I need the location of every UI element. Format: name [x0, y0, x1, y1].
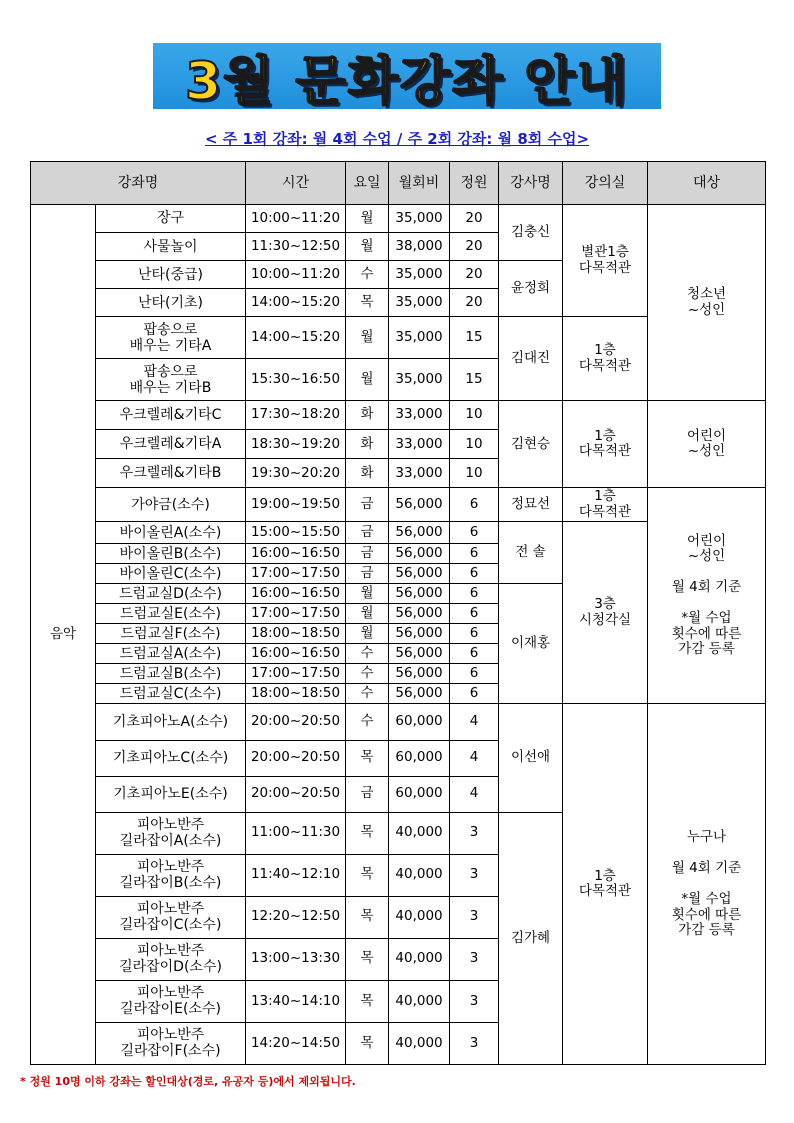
subtitle: < 주 1회 강좌: 월 4회 수업 / 주 2회 강좌: 월 8회 수업>	[204, 130, 590, 148]
course-time: 15:00~15:50	[246, 522, 346, 544]
course-capacity: 20	[450, 205, 499, 233]
course-day: 수	[346, 644, 389, 664]
instructor-cell: 전 솔	[499, 522, 563, 584]
course-capacity: 20	[450, 289, 499, 317]
course-name: 피아노반주 길라잡이F(소수)	[96, 1022, 246, 1064]
course-name: 피아노반주 길라잡이C(소수)	[96, 896, 246, 938]
header-course: 강좌명	[31, 162, 246, 205]
course-time: 14:20~14:50	[246, 1022, 346, 1064]
course-time: 17:00~17:50	[246, 664, 346, 684]
course-capacity: 6	[450, 684, 499, 704]
course-capacity: 3	[450, 938, 499, 980]
table-row	[31, 205, 766, 233]
course-time: 12:20~12:50	[246, 896, 346, 938]
course-capacity: 4	[450, 704, 499, 740]
course-fee: 56,000	[389, 604, 450, 624]
course-time: 16:00~16:50	[246, 584, 346, 604]
course-day: 월	[346, 359, 389, 401]
header-room: 강의실	[563, 162, 648, 205]
course-day: 월	[346, 624, 389, 644]
instructor-cell: 김대진	[499, 317, 563, 401]
course-name: 장구	[96, 205, 246, 233]
course-time: 16:00~16:50	[246, 544, 346, 564]
room-cell: 1층 다목적관	[563, 704, 648, 1065]
course-capacity: 6	[450, 644, 499, 664]
title-banner	[153, 43, 661, 112]
course-day: 목	[346, 289, 389, 317]
room-cell: 1층 다목적관	[563, 401, 648, 488]
course-time: 16:00~16:50	[246, 644, 346, 664]
course-time: 20:00~20:50	[246, 776, 346, 812]
course-fee: 40,000	[389, 980, 450, 1022]
course-fee: 56,000	[389, 564, 450, 584]
course-fee: 33,000	[389, 430, 450, 459]
room-cell: 별관1층 다목적관	[563, 205, 648, 317]
course-capacity: 3	[450, 854, 499, 896]
course-name: 드럼교실A(소수)	[96, 644, 246, 664]
course-day: 목	[346, 896, 389, 938]
course-day: 금	[346, 564, 389, 584]
course-name: 드럼교실B(소수)	[96, 664, 246, 684]
table-row	[31, 401, 766, 430]
course-fee: 56,000	[389, 684, 450, 704]
course-name: 우크렐레&기타C	[96, 401, 246, 430]
course-fee: 33,000	[389, 459, 450, 488]
course-time: 11:40~12:10	[246, 854, 346, 896]
course-name: 바이올린A(소수)	[96, 522, 246, 544]
course-fee: 40,000	[389, 1022, 450, 1064]
course-name: 바이올린B(소수)	[96, 544, 246, 564]
course-name: 피아노반주 길라잡이A(소수)	[96, 812, 246, 854]
course-name: 피아노반주 길라잡이E(소수)	[96, 980, 246, 1022]
course-time: 14:00~15:20	[246, 289, 346, 317]
instructor-cell: 정묘선	[499, 488, 563, 522]
course-day: 목	[346, 1022, 389, 1064]
course-day: 수	[346, 704, 389, 740]
course-fee: 35,000	[389, 261, 450, 289]
room-cell: 1층 다목적관	[563, 488, 648, 522]
schedule-table	[30, 161, 766, 1065]
course-capacity: 4	[450, 740, 499, 776]
course-fee: 40,000	[389, 854, 450, 896]
course-name: 난타(기초)	[96, 289, 246, 317]
course-capacity: 6	[450, 564, 499, 584]
course-capacity: 3	[450, 896, 499, 938]
course-name: 기초피아노A(소수)	[96, 704, 246, 740]
course-fee: 33,000	[389, 401, 450, 430]
course-day: 월	[346, 233, 389, 261]
course-day: 수	[346, 664, 389, 684]
course-capacity: 3	[450, 980, 499, 1022]
course-fee: 40,000	[389, 812, 450, 854]
course-fee: 35,000	[389, 359, 450, 401]
course-fee: 56,000	[389, 644, 450, 664]
course-capacity: 10	[450, 430, 499, 459]
course-name: 난타(중급)	[96, 261, 246, 289]
course-day: 월	[346, 317, 389, 359]
course-fee: 56,000	[389, 544, 450, 564]
course-day: 금	[346, 488, 389, 522]
course-day: 목	[346, 938, 389, 980]
footnote: * 정원 10명 이하 강좌는 할인대상(경로, 유공자 등)에서 제외됩니다.	[20, 1075, 356, 1088]
course-fee: 56,000	[389, 624, 450, 644]
course-capacity: 6	[450, 522, 499, 544]
table-row	[31, 488, 766, 522]
category-cell: 음악	[31, 205, 96, 1065]
instructor-cell: 이선애	[499, 704, 563, 812]
course-name: 기초피아노E(소수)	[96, 776, 246, 812]
course-day: 월	[346, 584, 389, 604]
course-time: 11:00~11:30	[246, 812, 346, 854]
course-fee: 60,000	[389, 704, 450, 740]
target-cell: 누구나 월 4회 기준 *월 수업 횟수에 따른 가감 등록	[648, 704, 766, 1065]
course-capacity: 10	[450, 459, 499, 488]
course-time: 15:30~16:50	[246, 359, 346, 401]
course-time: 18:30~19:20	[246, 430, 346, 459]
course-capacity: 6	[450, 584, 499, 604]
course-name: 팝송으로 배우는 기타B	[96, 359, 246, 401]
course-time: 17:00~17:50	[246, 604, 346, 624]
course-time: 20:00~20:50	[246, 704, 346, 740]
course-name: 기초피아노C(소수)	[96, 740, 246, 776]
course-time: 20:00~20:50	[246, 740, 346, 776]
course-name: 드럼교실D(소수)	[96, 584, 246, 604]
course-capacity: 20	[450, 233, 499, 261]
header-time: 시간	[246, 162, 346, 205]
room-cell: 3층 시청각실	[563, 522, 648, 704]
header-row	[31, 162, 766, 205]
course-day: 목	[346, 854, 389, 896]
course-time: 18:00~18:50	[246, 624, 346, 644]
room-cell: 1층 다목적관	[563, 317, 648, 401]
course-capacity: 3	[450, 1022, 499, 1064]
course-capacity: 15	[450, 317, 499, 359]
course-name: 우크렐레&기타A	[96, 430, 246, 459]
course-time: 19:00~19:50	[246, 488, 346, 522]
course-fee: 38,000	[389, 233, 450, 261]
course-day: 화	[346, 430, 389, 459]
course-fee: 56,000	[389, 488, 450, 522]
page-title: 3월 문화강좌 안내	[184, 51, 629, 112]
course-time: 10:00~11:20	[246, 261, 346, 289]
target-cell: 어린이 ~성인 월 4회 기준 *월 수업 횟수에 따른 가감 등록	[648, 488, 766, 704]
course-fee: 56,000	[389, 584, 450, 604]
instructor-cell: 김가혜	[499, 812, 563, 1064]
course-fee: 35,000	[389, 317, 450, 359]
course-capacity: 3	[450, 812, 499, 854]
course-day: 목	[346, 980, 389, 1022]
course-day: 수	[346, 261, 389, 289]
course-name: 드럼교실F(소수)	[96, 624, 246, 644]
course-capacity: 4	[450, 776, 499, 812]
course-day: 월	[346, 205, 389, 233]
course-capacity: 6	[450, 624, 499, 644]
course-day: 화	[346, 459, 389, 488]
course-name: 바이올린C(소수)	[96, 564, 246, 584]
course-name: 피아노반주 길라잡이D(소수)	[96, 938, 246, 980]
course-name: 피아노반주 길라잡이B(소수)	[96, 854, 246, 896]
table-row	[31, 704, 766, 740]
course-fee: 40,000	[389, 938, 450, 980]
course-day: 수	[346, 684, 389, 704]
target-cell: 청소년 ~성인	[648, 205, 766, 401]
course-capacity: 6	[450, 604, 499, 624]
course-time: 14:00~15:20	[246, 317, 346, 359]
course-capacity: 10	[450, 401, 499, 430]
course-name: 팝송으로 배우는 기타A	[96, 317, 246, 359]
course-time: 17:00~17:50	[246, 564, 346, 584]
course-time: 18:00~18:50	[246, 684, 346, 704]
course-fee: 56,000	[389, 522, 450, 544]
header-capacity: 정원	[450, 162, 499, 205]
course-time: 13:40~14:10	[246, 980, 346, 1022]
course-time: 11:30~12:50	[246, 233, 346, 261]
course-time: 19:30~20:20	[246, 459, 346, 488]
course-day: 금	[346, 544, 389, 564]
course-fee: 60,000	[389, 740, 450, 776]
course-time: 10:00~11:20	[246, 205, 346, 233]
header-fee: 월회비	[389, 162, 450, 205]
course-day: 목	[346, 812, 389, 854]
course-capacity: 15	[450, 359, 499, 401]
course-name: 사물놀이	[96, 233, 246, 261]
course-name: 우크렐레&기타B	[96, 459, 246, 488]
target-cell: 어린이 ~성인	[648, 401, 766, 488]
course-name: 드럼교실E(소수)	[96, 604, 246, 624]
course-capacity: 6	[450, 664, 499, 684]
instructor-cell: 김충신	[499, 205, 563, 261]
header-day: 요일	[346, 162, 389, 205]
course-time: 17:30~18:20	[246, 401, 346, 430]
course-fee: 35,000	[389, 205, 450, 233]
course-time: 13:00~13:30	[246, 938, 346, 980]
course-capacity: 6	[450, 488, 499, 522]
course-day: 목	[346, 740, 389, 776]
header-instructor: 강사명	[499, 162, 563, 205]
course-name: 드럼교실C(소수)	[96, 684, 246, 704]
course-fee: 40,000	[389, 896, 450, 938]
instructor-cell: 윤정희	[499, 261, 563, 317]
course-day: 금	[346, 776, 389, 812]
course-fee: 35,000	[389, 289, 450, 317]
header-target: 대상	[648, 162, 766, 205]
course-day: 금	[346, 522, 389, 544]
course-capacity: 20	[450, 261, 499, 289]
course-fee: 56,000	[389, 664, 450, 684]
instructor-cell: 김현승	[499, 401, 563, 488]
course-name: 가야금(소수)	[96, 488, 246, 522]
course-day: 화	[346, 401, 389, 430]
course-fee: 60,000	[389, 776, 450, 812]
course-capacity: 6	[450, 544, 499, 564]
instructor-cell: 이재홍	[499, 584, 563, 704]
course-day: 월	[346, 604, 389, 624]
